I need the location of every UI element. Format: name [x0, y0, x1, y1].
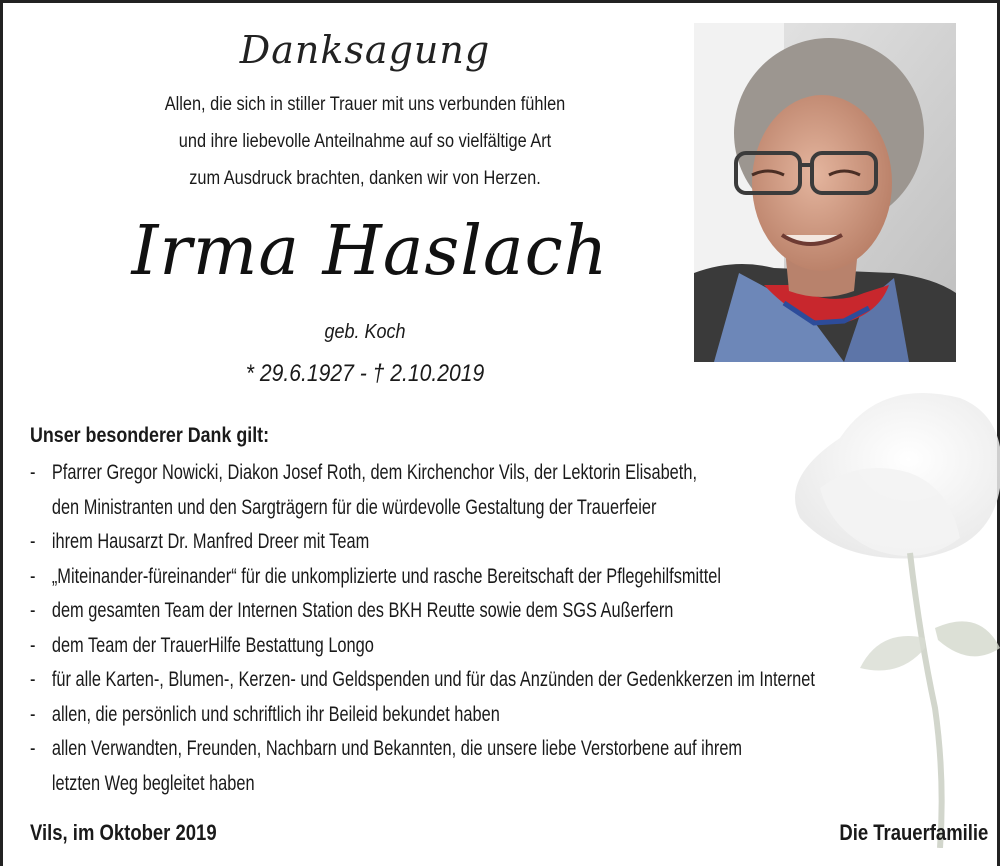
list-item-text: dem gesamten Team der Internen Station des BKH Reutte sowie dem SGS Außerfern	[51, 599, 674, 622]
list-item-text: ihrem Hausarzt Dr. Manfred Dreer mit Team	[51, 530, 370, 553]
intro-line: Allen, die sich in stiller Trauer mit uns verbunden fühlen	[164, 94, 566, 115]
list-item	[30, 594, 888, 629]
list-item	[30, 560, 888, 595]
list-item	[30, 456, 888, 491]
list-item-text: Pfarrer Gregor Nowicki, Diakon Josef Roth, dem Kirchenchor Vils, der Lektorin Elisabeth,	[51, 461, 698, 484]
thanks-list	[30, 456, 888, 801]
list-item-text: allen, die persönlich und schriftlich ihr Beileid bekundet haben	[51, 702, 500, 726]
list-item	[30, 525, 888, 560]
list-item-text: allen Verwandten, Freunden, Nachbarn und Bekannten, die unsere liebe Verstorbene auf ihrem	[51, 737, 743, 760]
life-dates: * 29.6.1927 - † 2.10.2019	[245, 360, 485, 387]
bullet-dash: -	[30, 668, 36, 691]
deceased-name: Irma Haslach	[131, 212, 609, 291]
list-item	[30, 663, 888, 698]
place-date: Vils, im Oktober 2019	[30, 820, 217, 845]
bullet-dash: -	[30, 737, 36, 760]
section-title: Unser besonderer Dank gilt:	[30, 424, 270, 447]
maiden-name: geb. Koch	[324, 321, 406, 343]
list-item-continuation: den Ministranten und den Sargträgern für die würdevolle Gestaltung der Trauerfeier	[51, 495, 657, 519]
bullet-dash: -	[30, 633, 36, 657]
intro-line: zum Ausdruck brachten, danken wir von Herzen.	[189, 168, 541, 189]
bullet-dash: -	[30, 530, 36, 553]
list-item-text: für alle Karten-, Blumen-, Kerzen- und Geldspenden und für das Anzünden der Gedenkkerzen im Internet	[51, 668, 815, 691]
list-item	[30, 629, 888, 664]
bullet-dash: -	[30, 599, 36, 622]
list-item-text: „Miteinander-füreinander“ für die unkomplizierte und rasche Bereitschaft der Pflegehilfsmittel	[51, 564, 722, 588]
list-item-continuation: letzten Weg begleitet haben	[51, 771, 255, 795]
portrait-photo	[694, 23, 956, 362]
list-item	[30, 698, 888, 733]
bullet-dash: -	[30, 702, 36, 726]
signature: Die Trauerfamilie	[839, 820, 988, 845]
list-item-text: dem Team der TrauerHilfe Bestattung Longo	[51, 633, 374, 657]
bullet-dash: -	[30, 461, 36, 484]
heading: Danksagung	[239, 28, 491, 72]
intro-line: und ihre liebevolle Anteilnahme auf so vielfältige Art	[178, 131, 552, 152]
intro-text	[146, 86, 585, 197]
list-item	[30, 732, 888, 767]
bullet-dash: -	[30, 564, 36, 588]
